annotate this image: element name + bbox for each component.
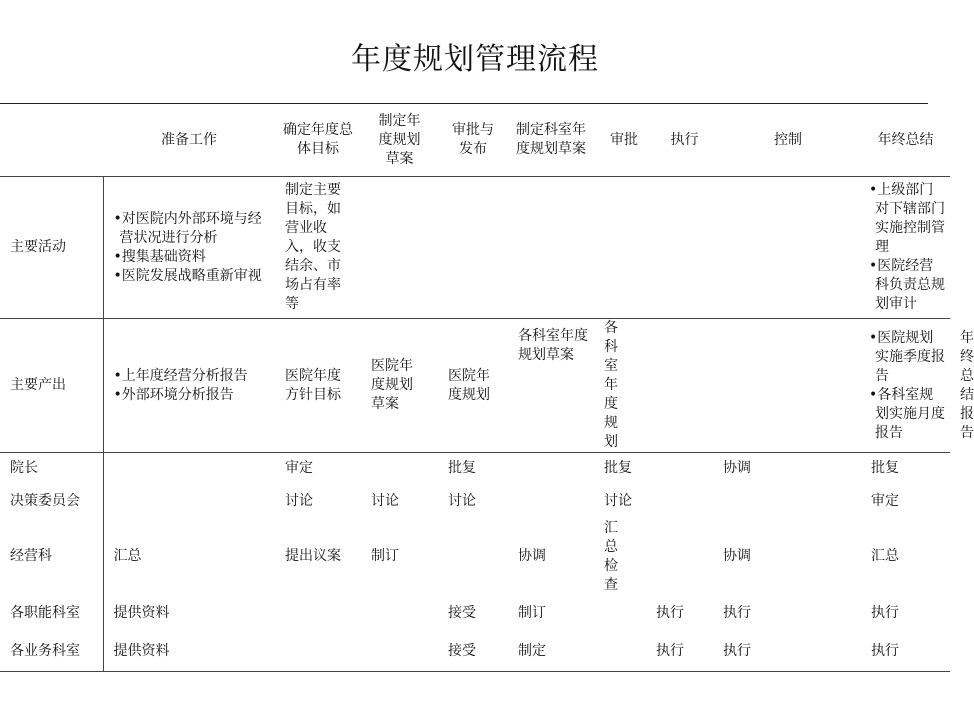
- role-cell: 讨论: [604, 493, 632, 509]
- role-name: 各业务科室: [0, 632, 103, 672]
- role-cell: [361, 595, 438, 632]
- role-cell: 执行: [656, 604, 684, 621]
- role-name: 各职能科室: [0, 595, 103, 632]
- header-label: 准备工作: [161, 131, 217, 148]
- role-row: [0, 632, 950, 672]
- outputs-review-cell: 各科室年度规划: [594, 319, 654, 453]
- role-cell: 接受: [448, 604, 476, 621]
- outputs-goal-cell: 医院年度方针目标: [275, 319, 361, 453]
- role-cell: [438, 519, 508, 595]
- role-cell: 提供资料: [103, 632, 275, 672]
- list-item: •对医院内外部环境与经营状况进行分析: [113, 210, 262, 246]
- list-item: •各科室规划实施月度报告: [869, 386, 945, 441]
- activities-prep-cell: [103, 177, 275, 319]
- role-cell: [103, 485, 275, 519]
- header-cell: [594, 104, 654, 177]
- row-label: 主要活动: [0, 177, 103, 319]
- role-cell: [654, 453, 715, 485]
- list-item: •上年度经营分析报告: [113, 367, 248, 384]
- header-label: 制定年度规划草案: [378, 112, 421, 167]
- header-label: 审批: [610, 131, 638, 148]
- role-cell: [594, 632, 654, 672]
- role-cell: 协调: [518, 548, 546, 564]
- activities-control-cell: [861, 177, 950, 319]
- header-cell: [654, 104, 715, 177]
- role-name: 经营科: [0, 519, 103, 595]
- header-label: 审批与发布: [452, 122, 494, 157]
- role-cell: [508, 485, 594, 519]
- header-cell: [361, 104, 438, 177]
- header-cell: [438, 104, 508, 177]
- outputs-row: 主要产出 •上年度经营分析报告 •外部环境分析报告 医院年度方针目标 医院年度规划草案 医院年度规划 各科室年度规划草案 各科室年度规划 •医院规划实施季度报告 •各科室规划实施月度报告 年终总结报告: [0, 319, 950, 453]
- role-cell: 协调: [723, 548, 751, 564]
- outputs-prep-cell: [103, 319, 275, 453]
- header-cell: [861, 104, 950, 177]
- list-item: •外部环境分析报告: [113, 386, 234, 403]
- role-row: [0, 519, 950, 595]
- role-cell: [508, 453, 594, 485]
- role-cell: 审定: [275, 453, 361, 485]
- list-item: •医院经营科负责总规划审计: [869, 258, 945, 312]
- header-label: 控制: [774, 131, 802, 148]
- list-item: •上级部门对下辖部门实施控制管理: [869, 182, 945, 255]
- role-cell: 批复: [594, 453, 654, 485]
- page-title: 年度规划管理流程: [351, 42, 599, 77]
- header-label: 执行: [670, 131, 699, 148]
- role-cell: 讨论: [285, 493, 313, 509]
- role-cell: 提出议案: [285, 548, 341, 564]
- header-cell: [103, 104, 275, 177]
- row-label: 主要产出: [0, 319, 103, 453]
- role-row: [0, 453, 950, 485]
- process-table: [0, 104, 974, 672]
- outputs-dept-draft-cell: 各科室年度规划草案: [508, 319, 594, 453]
- header-cell: [275, 104, 361, 177]
- role-cell: 制订: [518, 604, 546, 621]
- role-cell: 汇总: [113, 548, 142, 564]
- header-corner: [0, 104, 103, 177]
- role-cell: 审定: [871, 493, 899, 509]
- list-item: •医院规划实施季度报告: [869, 329, 945, 384]
- activities-row: [0, 177, 950, 319]
- role-cell: [361, 453, 438, 485]
- header-cell: [508, 104, 594, 177]
- role-cell: 汇总: [871, 548, 899, 564]
- header-cell: [715, 104, 861, 177]
- header-label: 制定科室年度规划草案: [516, 122, 586, 157]
- role-cell: 讨论: [371, 493, 399, 509]
- role-cell: [275, 595, 361, 632]
- role-cell: [654, 485, 715, 519]
- outputs-draft-cell: 医院年度规划草案: [361, 319, 438, 453]
- header-row: [0, 104, 950, 177]
- role-cell: 提供资料: [113, 604, 170, 621]
- role-cell: [594, 595, 654, 632]
- role-cell: 执行: [654, 632, 715, 672]
- list-item: •搜集基础资料: [113, 248, 206, 265]
- list-item: •医院发展战略重新审视: [113, 267, 262, 284]
- role-cell: [361, 632, 438, 672]
- role-row: [0, 595, 950, 632]
- role-cell: [103, 453, 275, 485]
- outputs-control-cell: [861, 319, 950, 453]
- role-name: 决策委员会: [0, 485, 103, 519]
- role-cell: 制订: [371, 548, 399, 564]
- activities-goal-cell: 制定主要目标，如营业收入，收支结余、市场占有率等: [275, 177, 361, 319]
- role-cell: 接受: [438, 632, 508, 672]
- role-cell: [715, 485, 861, 519]
- role-cell: [654, 519, 715, 595]
- role-cell: 汇总检查: [604, 519, 618, 593]
- role-cell: 协调: [715, 453, 861, 485]
- role-row: [0, 485, 950, 519]
- role-cell: 执行: [861, 632, 950, 672]
- role-cell: 执行: [871, 604, 899, 621]
- role-cell: 批复: [861, 453, 950, 485]
- role-cell: 执行: [715, 632, 861, 672]
- header-label: 确定年度总体目标: [283, 122, 353, 157]
- role-cell: 讨论: [448, 493, 476, 509]
- role-name: 院长: [0, 453, 103, 485]
- outputs-approve-cell: 医院年度规划: [438, 319, 508, 453]
- role-cell: [275, 632, 361, 672]
- header-label: 年终总结: [877, 131, 934, 148]
- role-cell: 批复: [438, 453, 508, 485]
- role-cell: 制定: [508, 632, 594, 672]
- role-cell: 执行: [723, 604, 751, 621]
